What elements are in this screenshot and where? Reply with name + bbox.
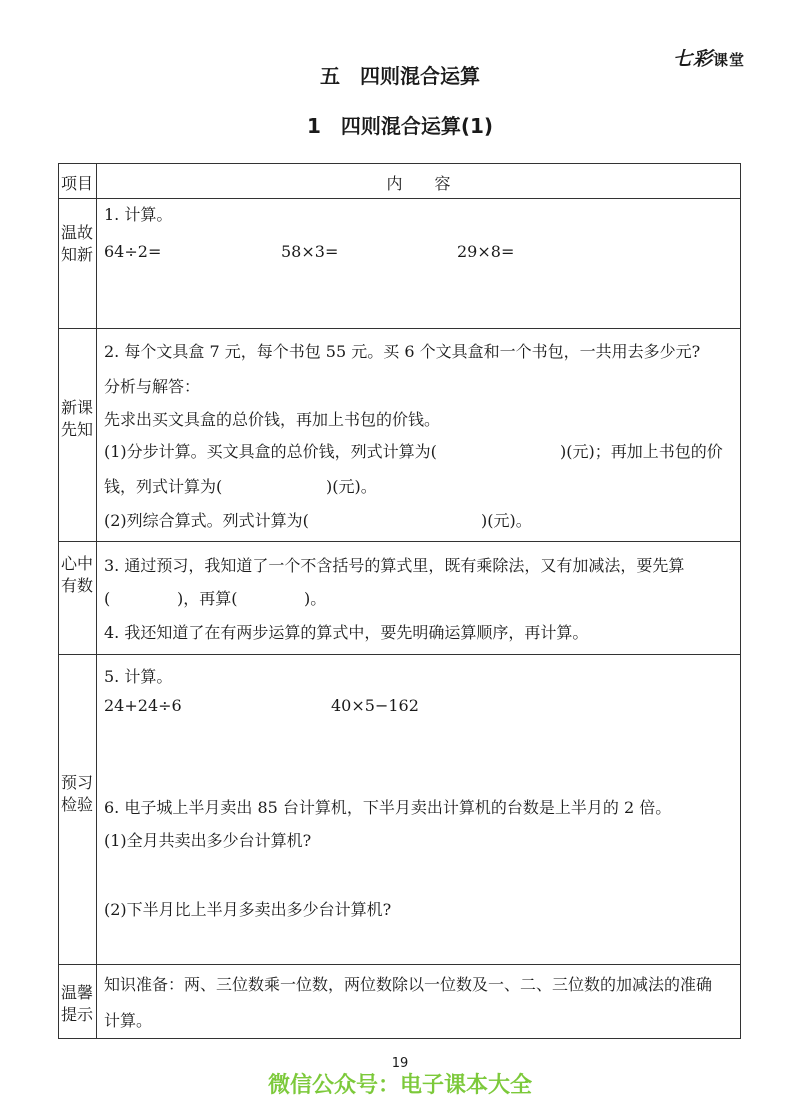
table-divider <box>58 198 741 199</box>
section-label-understanding: 心中有数 <box>60 554 93 595</box>
table-divider <box>58 541 741 542</box>
brand-main: 七彩 <box>672 48 713 70</box>
table-border-bottom <box>58 1038 741 1039</box>
tips-text: 知识准备：两、三位数乘一位数，两位数除以一位数及一、二、三位数的加减法的准确 <box>104 975 713 994</box>
fill-blank-mid: )，再算( <box>177 589 238 608</box>
section-label-check: 预习检验 <box>60 773 93 814</box>
combined-calc-text-cont: )(元)。 <box>481 511 532 530</box>
combined-calc-text: (2)列综合算式。列式计算为( <box>104 511 309 530</box>
section-label-review: 温故知新 <box>60 223 93 264</box>
lesson-title: 1 四则混合运算(1) <box>306 114 494 138</box>
calc-item: 40×5−162 <box>331 696 419 715</box>
step-calc-text: (1)分步计算。买文具盒的总价钱，列式计算为( <box>104 442 437 461</box>
question-5-title: 5. 计算。 <box>104 667 173 686</box>
calc-item: 24+24÷6 <box>104 696 182 715</box>
calc-item: 64÷2= <box>104 242 162 261</box>
fill-blank-close: )。 <box>304 589 327 608</box>
calc-item: 29×8= <box>457 242 515 261</box>
table-border-right <box>740 163 741 1039</box>
analysis-heading: 分析与解答： <box>104 377 201 396</box>
tips-text-cont: 计算。 <box>104 1011 153 1030</box>
question-4-text: 4. 我还知道了在有两步运算的算式中，要先明确运算顺序，再计算。 <box>104 623 589 642</box>
table-divider <box>58 654 741 655</box>
section-label-preview: 新课先知 <box>60 398 93 439</box>
table-border-left <box>58 163 59 1039</box>
step-calc-text-2: 钱，列式计算为( <box>104 477 223 496</box>
question-1-title: 1. 计算。 <box>104 205 173 224</box>
fill-blank-open: ( <box>104 589 111 608</box>
question-3-text: 3. 通过预习，我知道了一个不含括号的算式里，既有乘除法，又有加减法，要先算 <box>104 556 685 575</box>
column-header-content: 内 容 <box>386 174 451 193</box>
step-calc-text-2-cont: )(元)。 <box>326 477 377 496</box>
table-border-top <box>58 163 741 164</box>
question-6-part-1: (1)全月共卖出多少台计算机? <box>104 831 312 850</box>
section-label-tips: 温馨提示 <box>60 983 93 1024</box>
chapter-title: 五 四则混合运算 <box>320 64 480 88</box>
analysis-text: 先求出买文具盒的总价钱，再加上书包的价钱。 <box>104 410 441 429</box>
watermark: 微信公众号：电子课本大全 <box>267 1073 532 1098</box>
brand-sub: 课堂 <box>712 51 745 69</box>
column-header-item: 项目 <box>60 174 93 193</box>
brand-logo <box>673 44 745 71</box>
table-column-divider <box>96 163 97 1039</box>
question-6-part-2: (2)下半月比上半月多卖出多少台计算机? <box>104 900 392 919</box>
page-number: 19 <box>391 1056 409 1071</box>
step-calc-text-cont: )(元)；再加上书包的价 <box>560 442 723 461</box>
question-6-text: 6. 电子城上半月卖出 85 台计算机，下半月卖出计算机的台数是上半月的 2 倍。 <box>104 798 672 817</box>
question-2-text: 2. 每个文具盒 7 元，每个书包 55 元。买 6 个文具盒和一个书包，一共用去多少元? <box>104 342 701 361</box>
table-divider <box>58 328 741 329</box>
table-divider <box>58 964 741 965</box>
calc-item: 58×3= <box>281 242 339 261</box>
